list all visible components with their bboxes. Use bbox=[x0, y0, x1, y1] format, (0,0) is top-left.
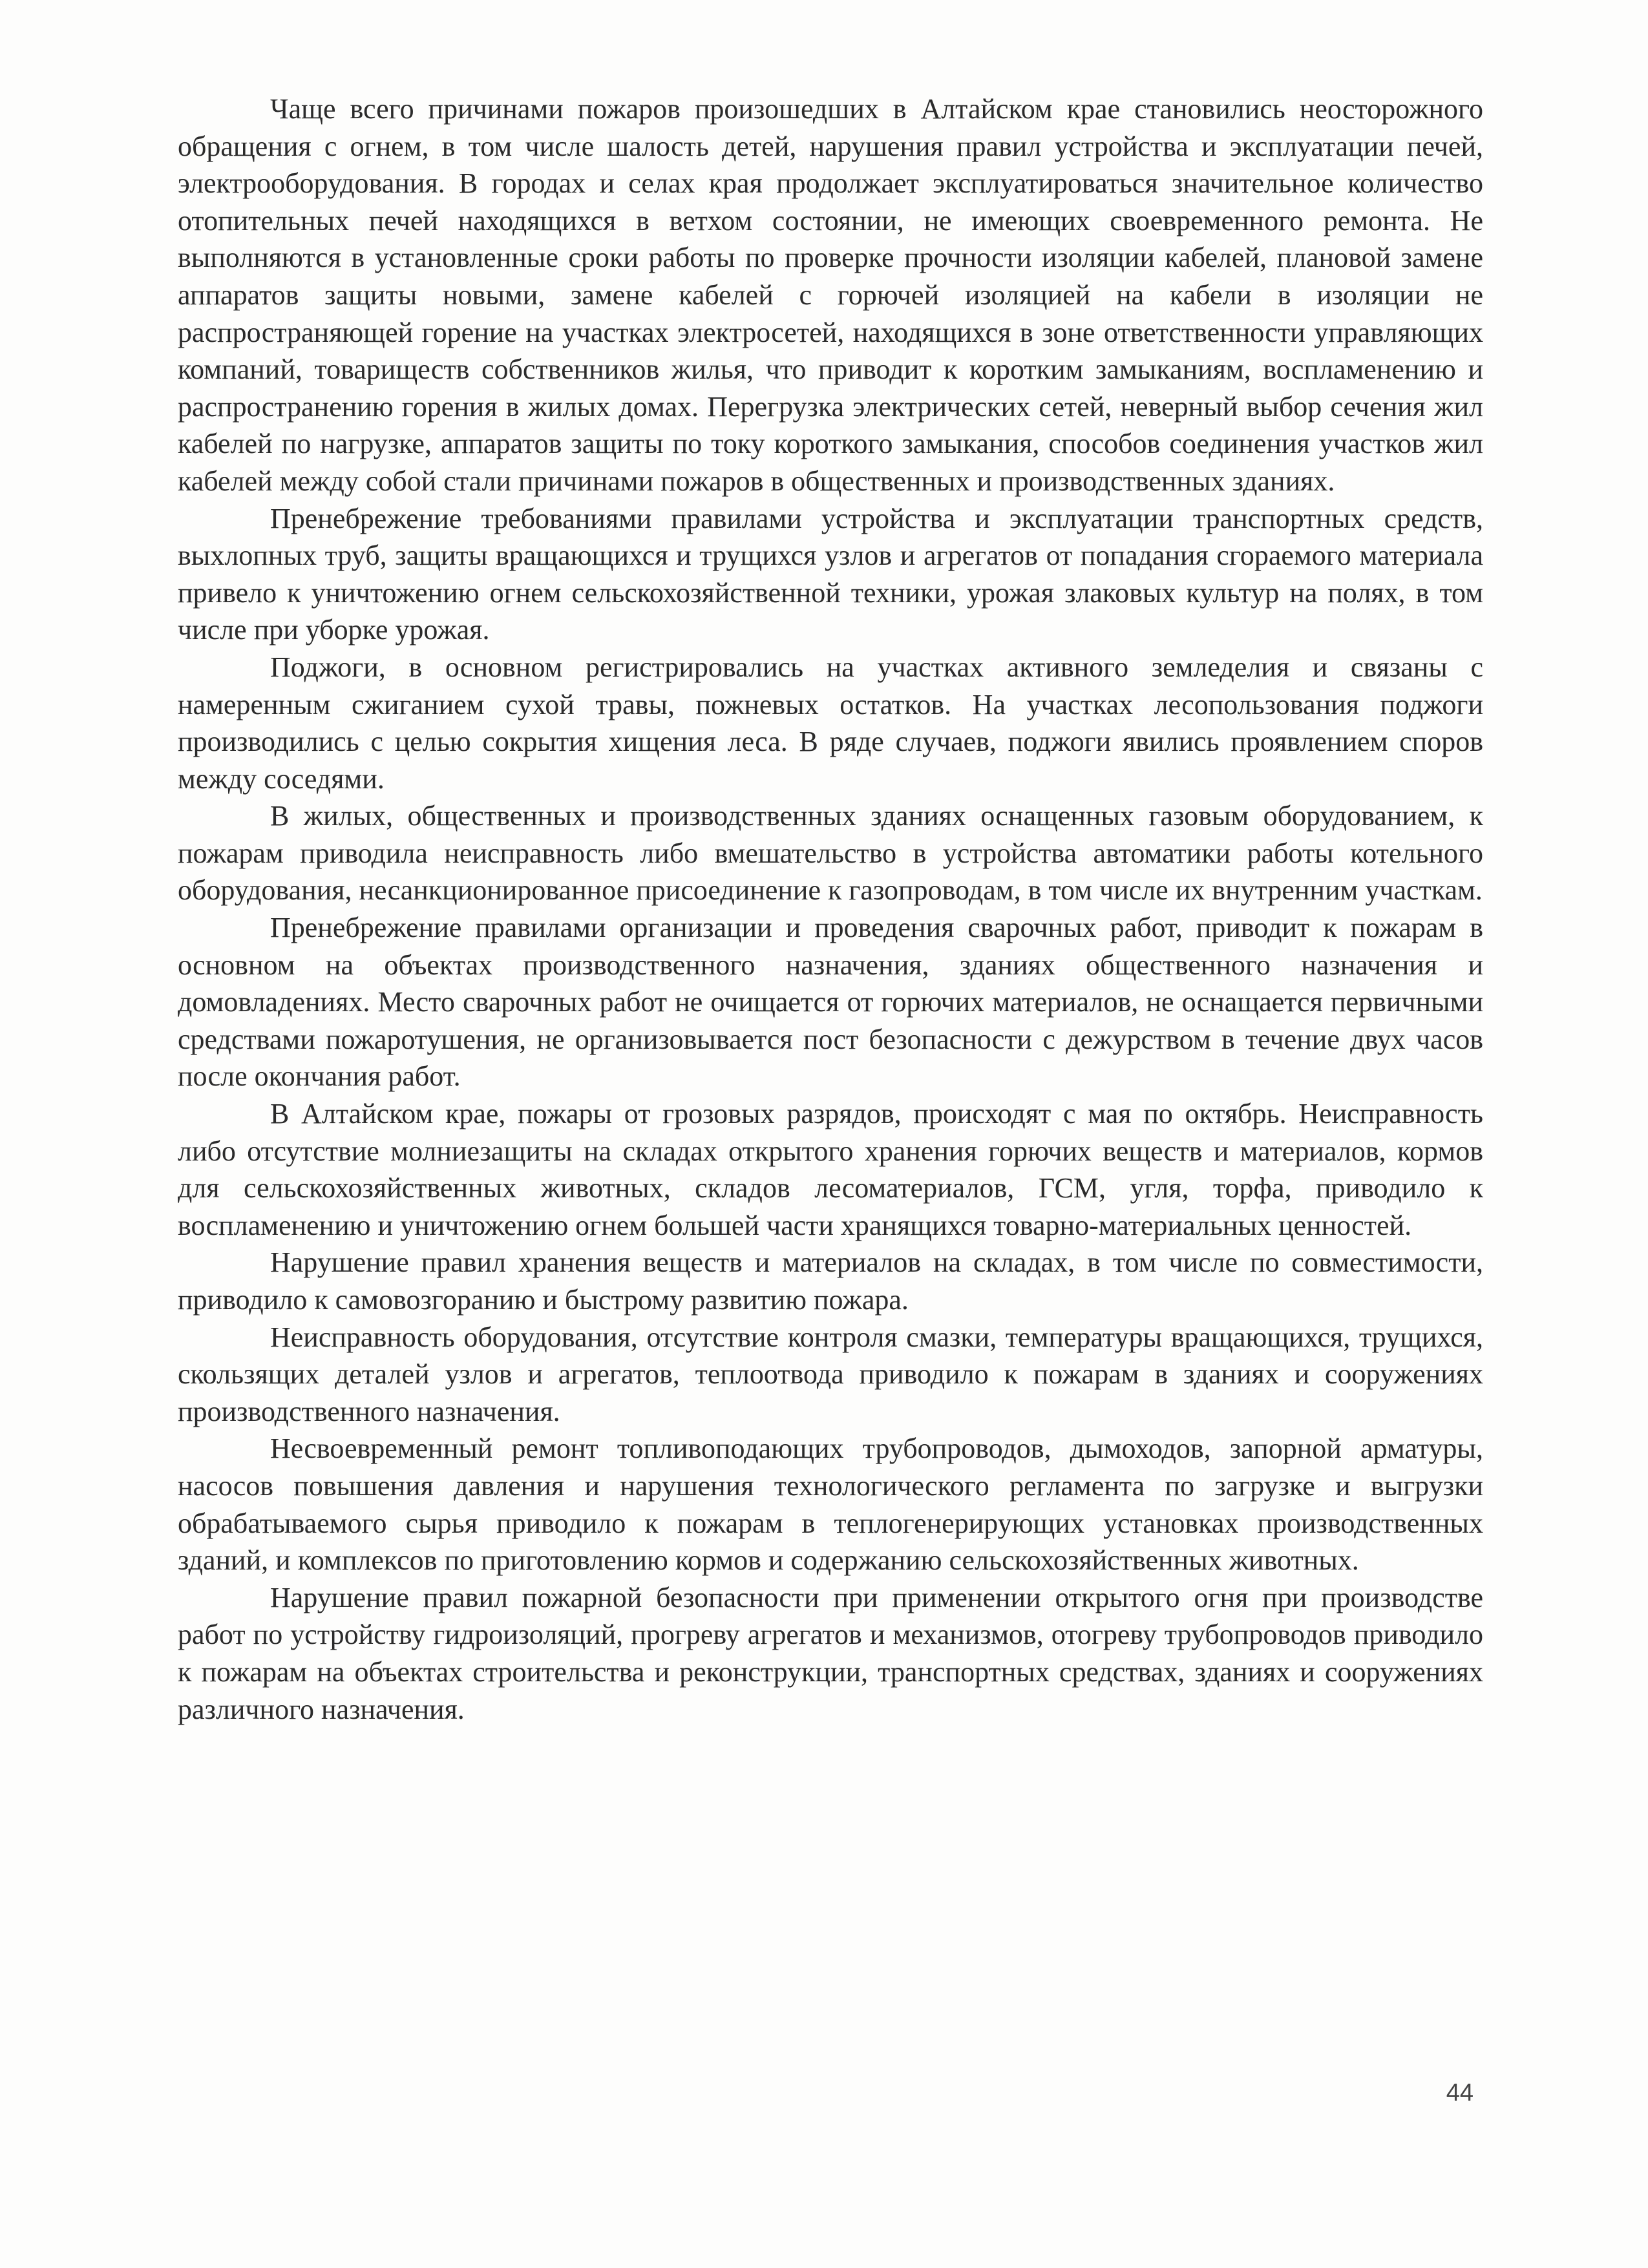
paragraph: Несвоевременный ремонт топливоподающих трубопроводов, дымоходов, запорной арматуры, насосов повышения давления и нарушения технологического регламента по загрузке и выгрузки обрабатываемого сырья приводило к пожарам в теплогенерирующих установках производственных зданий, и комплексов по приготовлению кормов и содержанию сельскохозяйственных животных. bbox=[178, 1433, 1483, 1577]
paragraph: В жилых, общественных и производственных зданиях оснащенных газовым оборудованием, к пожарам приводила неисправность либо вмешательство в устройства автоматики работы котельного оборудования, несанкционированное присоединение к газопроводам, в том числе их внутренним участкам. bbox=[178, 800, 1483, 907]
paragraph: Поджоги, в основном регистрировались на участках активного земледелия и связаны с намеренным сжиганием сухой травы, пожневых остатков. На участках лесопользования поджоги производились с целью сокрытия хищения леса. В ряде случаев, поджоги явились проявлением споров между соседями. bbox=[178, 651, 1483, 795]
paragraph: Пренебрежение требованиями правилами устройства и эксплуатации транспортных средств, выхлопных труб, защиты вращающихся и трущихся узлов и агрегатов от попадания сгораемого материала привело к уничтожению огнем сельскохозяйственной техники, урожая злаковых культур на полях, в том числе при уборке урожая. bbox=[178, 502, 1483, 646]
paragraph: Нарушение правил хранения веществ и материалов на складах, в том числе по совместимости, приводило к самовозгоранию и быстрому развитию пожара. bbox=[178, 1246, 1483, 1316]
body-text bbox=[178, 90, 1483, 1728]
paragraph: Пренебрежение правилами организации и проведения сварочных работ, приводит к пожарам в основном на объектах производственного назначения, зданиях общественного назначения и домовладениях. Место сварочных работ не очищается от горючих материалов, не оснащается первичными средствами пожаротушения, не организовывается пост безопасности с дежурством в течение двух часов после окончания работ. bbox=[178, 912, 1483, 1093]
paragraph: Неисправность оборудования, отсутствие контроля смазки, температуры вращающихся, трущихся, скользящих деталей узлов и агрегатов, теплоотвода приводило к пожарам в зданиях и сооружениях производственного назначения. bbox=[178, 1321, 1483, 1427]
paragraph: Чаще всего причинами пожаров произошедших в Алтайском крае становились неосторожного обращения с огнем, в том числе шалость детей, нарушения правил устройства и эксплуатации печей, электрооборудования. В городах и селах края продолжает эксплуатироваться значительное количество отопительных печей находящихся в ветхом состоянии, не имеющих своевременного ремонта. Не выполняются в установленные сроки работы по проверке прочности изоляции кабелей, плановой замене аппаратов защиты новыми, замене кабелей с горючей изоляцией на кабели в изоляции не распространяющей горение на участках электросетей, находящихся в зоне ответственности управляющих компаний, товариществ собственников жилья, что приводит к коротким замыканиям, воспламенению и распространению горения в жилых домах. Перегрузка электрических сетей, неверный выбор сечения жил кабелей по нагрузке, аппаратов защиты по току короткого замыкания, способов соединения участков жил кабелей между собой стали причинами пожаров в общественных и производственных зданиях. bbox=[178, 93, 1483, 497]
paragraph: В Алтайском крае, пожары от грозовых разрядов, происходят с мая по октябрь. Неисправность либо отсутствие молниезащиты на складах открытого хранения горючих веществ и материалов, кормов для сельскохозяйственных животных, складов лесоматериалов, ГСМ, угля, торфа, приводило к воспламенению и уничтожению огнем большей части хранящихся товарно-материальных ценностей. bbox=[178, 1098, 1483, 1241]
page-number: 44 bbox=[1446, 2079, 1474, 2106]
paragraph: Нарушение правил пожарной безопасности при применении открытого огня при производстве работ по устройству гидроизоляций, прогреву агрегатов и механизмов, отогреву трубопроводов приводило к пожарам на объектах строительства и реконструкции, транспортных средствах, зданиях и сооружениях различного назначения. bbox=[178, 1581, 1483, 1725]
